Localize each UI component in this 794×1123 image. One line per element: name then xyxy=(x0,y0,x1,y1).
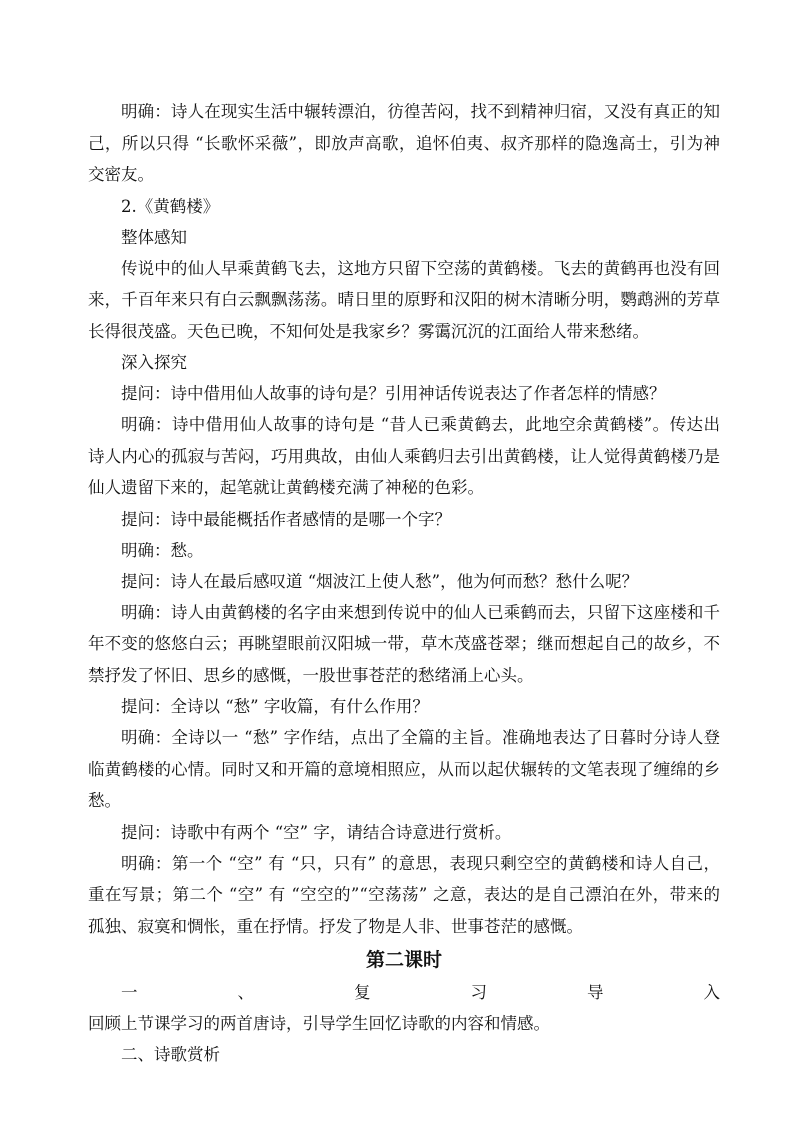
heading-char: 、 xyxy=(237,983,254,1002)
answer-paragraph: 明确：全诗以一 “愁” 字作结，点出了全篇的主旨。准确地表达了日暮时分诗人登临黄鹤楼的心情。同时又和开篇的意境相照应，从而以起伏辗转的文笔表现了缠绵的乡愁。 xyxy=(88,728,720,810)
section-heading: 二、诗歌赏析 xyxy=(121,1045,220,1064)
answer-paragraph: 明确：第一个 “空” 有 “只，只有” 的意思，表现只剩空空的黄鹤楼和诗人自己，重在写景；第二个 “空” 有 “空空的”“空荡荡” 之意，表达的是自己漂泊在外，带来的孤独、寂寞和惆怅，重在抒情。抒发了物是人非、世事苍茫的感慨。 xyxy=(88,853,720,936)
body-paragraph: 传说中的仙人早乘黄鹤飞去，这地方只留下空荡的黄鹤楼。飞去的黄鹤再也没有回来，千百年来只有白云飘飘荡荡。晴日里的原野和汉阳的树木清晰分明，鹦鹉洲的芳草长得很茂盛。天色已晚，不知何处是我家乡？雾霭沉沉的江面给人带来愁绪。 xyxy=(88,258,720,341)
answer-paragraph: 明确：诗人在现实生活中辗转漂泊，彷徨苦闷，找不到精神归宿，又没有真正的知己，所以只得 “长歌怀采薇”，即放声高歌，追怀伯夷、叔齐那样的隐逸高士，引为神交密友。 xyxy=(88,102,720,184)
heading-char: 习 xyxy=(470,983,487,1002)
question-paragraph: 提问：诗中最能概括作者感情的是哪一个字？ xyxy=(121,509,451,529)
heading-char: 复 xyxy=(354,983,371,1002)
heading-char: 一 xyxy=(121,983,138,1002)
subheading: 深入探究 xyxy=(121,353,187,372)
question-paragraph: 提问：诗人在最后感叹道 “烟波江上使人愁”，他为何而愁？愁什么呢？ xyxy=(121,571,639,591)
answer-paragraph: 明确：诗人由黄鹤楼的名字由来想到传说中的仙人已乘鹤而去，只留下这座楼和千年不变的悠悠白云；再眺望眼前汉阳城一带，草木茂盛苍翠；继而想起自己的故乡，不禁抒发了怀旧、思乡的感慨，一股世事苍茫的愁绪涌上心头。 xyxy=(88,602,720,685)
body-paragraph: 回顾上节课学习的两首唐诗，引导学生回忆诗歌的内容和情感。 xyxy=(88,1014,550,1033)
section-heading: 2.《黄鹤楼》 xyxy=(121,196,220,216)
heading-char: 入 xyxy=(703,983,720,1002)
subheading: 整体感知 xyxy=(121,227,187,247)
answer-paragraph: 明确：诗中借用仙人故事的诗句是 “昔人已乘黄鹤去，此地空余黄鹤楼”。传达出诗人内心的孤寂与苦闷，巧用典故，由仙人乘鹤归去引出黄鹤楼，让人觉得黄鹤楼乃是仙人遗留下来的，起笔就让黄鹤楼充满了神秘的色彩。 xyxy=(88,415,720,497)
question-paragraph: 提问：诗歌中有两个 “空” 字，请结合诗意进行赏析。 xyxy=(121,822,512,842)
question-paragraph: 提问：诗中借用仙人故事的诗句是？引用神话传说表达了作者怎样的情感？ xyxy=(121,384,666,403)
lesson-title: 第二课时 xyxy=(365,949,442,971)
section-heading-spread xyxy=(88,977,720,1008)
heading-char: 导 xyxy=(587,983,604,1002)
answer-paragraph: 明确：愁。 xyxy=(121,540,204,560)
document-body xyxy=(88,96,720,1070)
question-paragraph: 提问：全诗以 “愁” 字收篇，有什么作用？ xyxy=(121,697,429,716)
